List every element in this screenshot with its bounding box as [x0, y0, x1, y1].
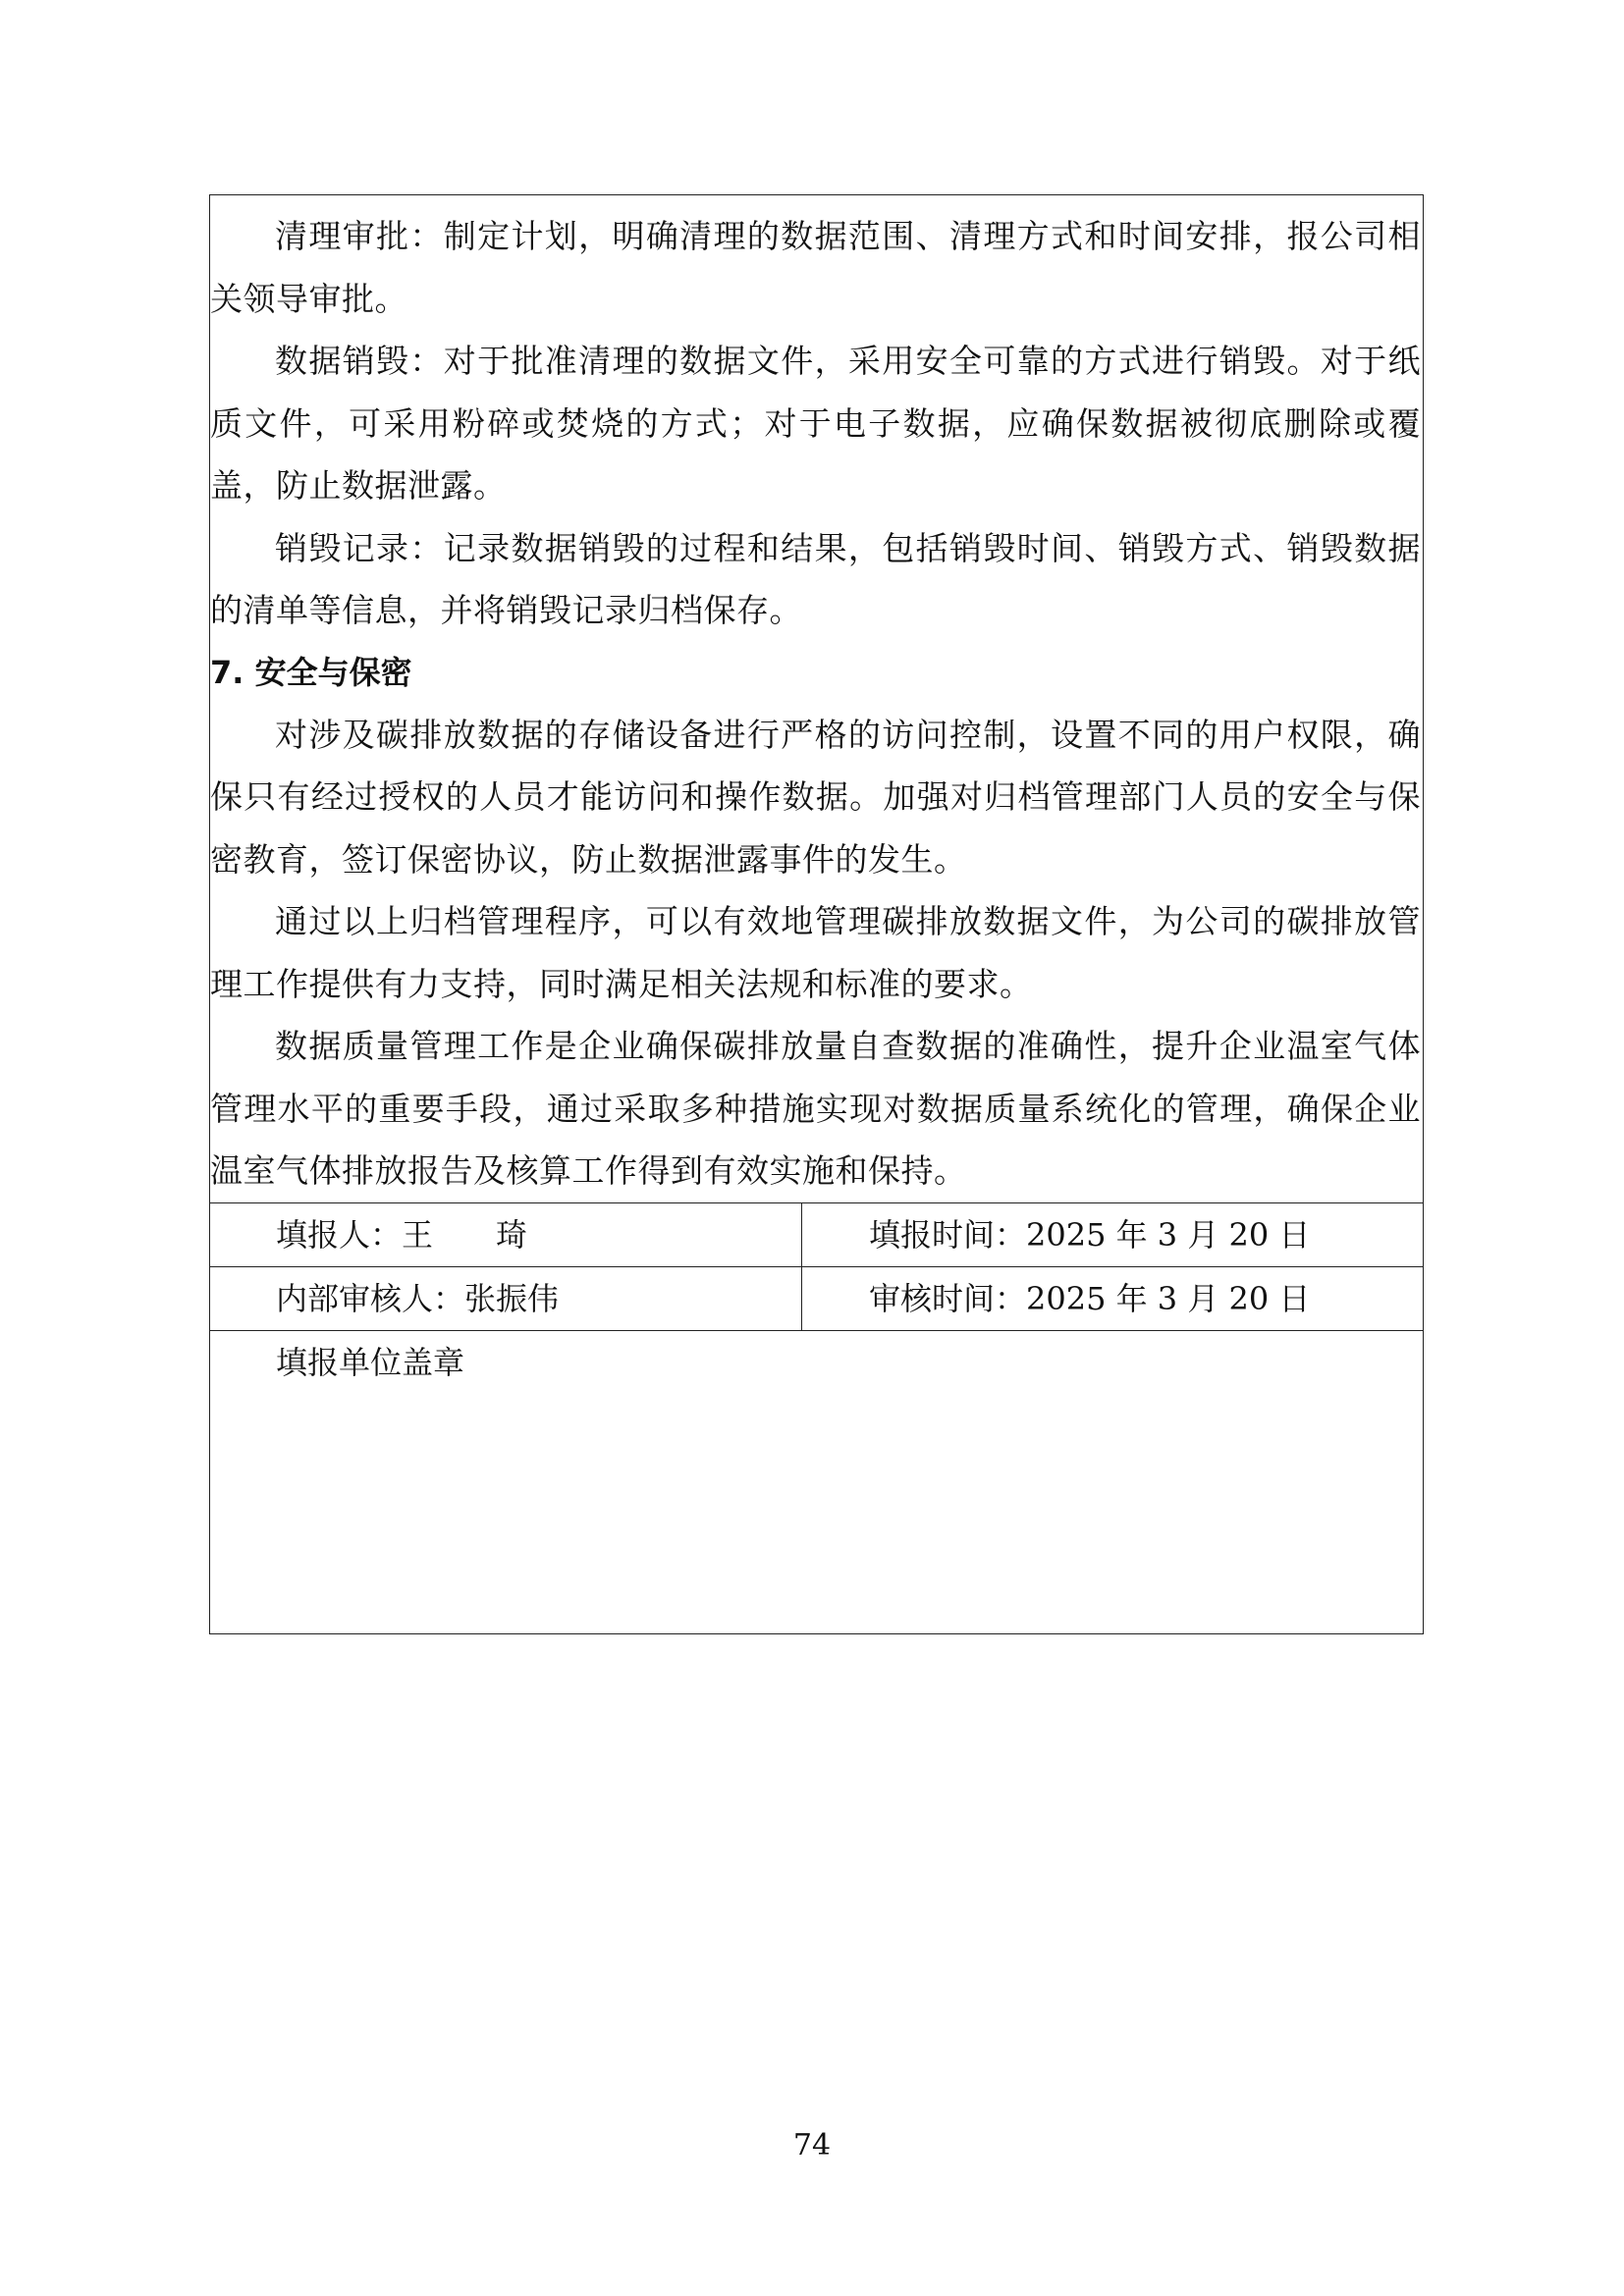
paragraph-access-control: 对涉及碳排放数据的存储设备进行严格的访问控制，设置不同的用户权限，确保只有经过授权的人员才能访问和操作数据。加强对归档管理部门人员的安全与保密教育，签订保密协议，防止数据泄露事件的发生。 [210, 715, 1421, 879]
form-frame [209, 194, 1424, 1634]
review-time-field: 审核时间：2025 年 3 月 20 日 [869, 1279, 1311, 1317]
reviewer-field: 内部审核人：张振伟 [210, 1267, 802, 1330]
signature-row-filler [210, 1202, 1423, 1266]
stamp-cell [210, 1330, 1423, 1633]
paragraph-summary: 通过以上归档管理程序，可以有效地管理碳排放数据文件，为公司的碳排放管理工作提供有力支持，同时满足相关法规和标准的要求。 [210, 902, 1421, 1003]
paragraph-quality-management: 数据质量管理工作是企业确保碳排放量自查数据的准确性，提升企业温室气体管理水平的重要手段，通过采取多种措施实现对数据质量系统化的管理，确保企业温室气体排放报告及核算工作得到有效实施和保持。 [210, 1027, 1421, 1190]
page-number: 74 [792, 2128, 832, 2163]
paragraph-cleanup-approval: 清理审批：制定计划，明确清理的数据范围、清理方式和时间安排，报公司相关领导审批。 [210, 217, 1421, 318]
filler-field: 填报人：王 琦 [210, 1203, 802, 1266]
fill-time-field: 填报时间：2025 年 3 月 20 日 [869, 1215, 1311, 1254]
stamp-label: 填报单位盖章 [276, 1343, 465, 1381]
section-heading-security: 7. 安全与保密 [210, 653, 412, 691]
paragraph-destruction-record: 销毁记录：记录数据销毁的过程和结果，包括销毁时间、销毁方式、销毁数据的清单等信息，并将销毁记录归档保存。 [210, 528, 1421, 629]
content-cell [210, 195, 1423, 1202]
paragraph-data-destruction: 数据销毁：对于批准清理的数据文件，采用安全可靠的方式进行销毁。对于纸质文件，可采用粉碎或焚烧的方式；对于电子数据，应确保数据被彻底删除或覆盖，防止数据泄露。 [210, 342, 1421, 505]
signature-row-reviewer [210, 1266, 1423, 1330]
